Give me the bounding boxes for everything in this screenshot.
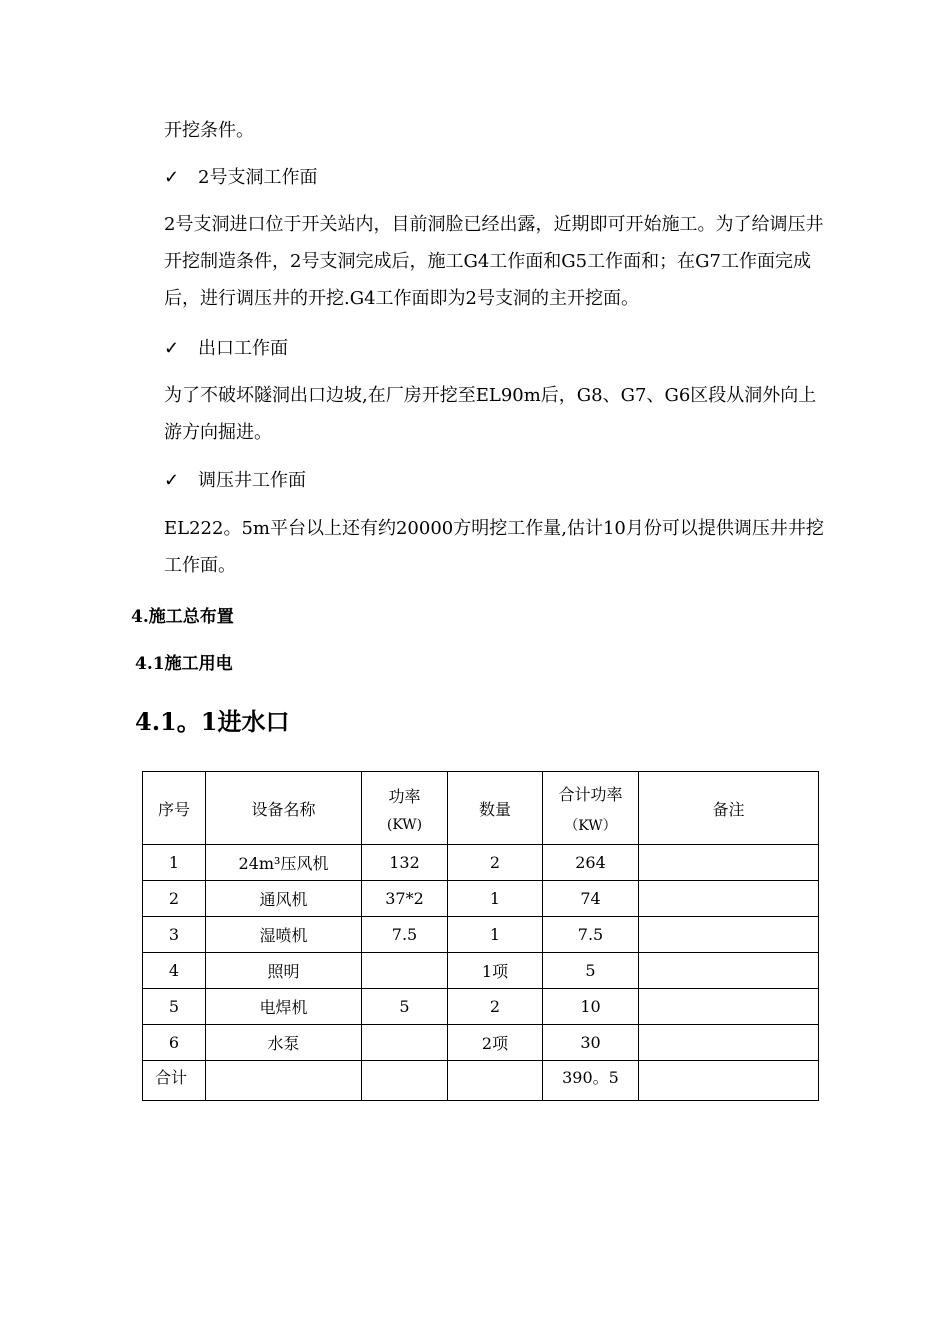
cell-power: 5 [362, 989, 448, 1025]
cell-power: 7.5 [362, 917, 448, 953]
header-total-power-label: 合计功率 [558, 784, 623, 804]
cell-total: 74 [543, 881, 639, 917]
cell-total: 7.5 [543, 917, 639, 953]
heading-construction-layout: 4.施工总布置 [131, 607, 234, 627]
table-row [143, 989, 819, 1025]
cell-total: 264 [543, 845, 639, 881]
heading-construction-power: 4.1施工用电 [135, 654, 233, 674]
cell-total: 5 [543, 953, 639, 989]
cell-qty: 2 [448, 989, 543, 1025]
table-row [143, 1025, 819, 1061]
cell-remark [639, 953, 819, 989]
checkmark-icon: ✓ [164, 338, 180, 359]
cell-seq: 5 [143, 989, 206, 1025]
cell-remark [639, 1025, 819, 1061]
cell-empty [362, 1061, 448, 1101]
header-power-label: 功率 [388, 786, 421, 806]
cell-seq: 4 [143, 953, 206, 989]
bullet-outlet-label: 出口工作面 [198, 338, 288, 359]
paragraph-adit-2: 2号支洞进口位于开关站内，目前洞脸已经出露，近期即可开始施工。为了给调压井开挖制造条件，2号支洞完成后，施工G4工作面和G5工作面和；在G7工作面完成后，进行调压井的开挖.G4工作面即为2号支洞的主开挖面。 [164, 214, 824, 309]
cell-name: 水泵 [206, 1025, 362, 1061]
cell-seq: 1 [143, 845, 206, 881]
checkmark-icon: ✓ [164, 470, 180, 491]
cell-qty: 2 [448, 845, 543, 881]
bullet-outlet [164, 337, 288, 361]
header-total-power [543, 772, 639, 845]
header-equipment-name: 设备名称 [206, 772, 362, 845]
cell-seq: 6 [143, 1025, 206, 1061]
table-row [143, 881, 819, 917]
header-power [362, 772, 448, 845]
cell-qty: 1项 [448, 953, 543, 989]
header-power-unit: (KW) [386, 816, 423, 833]
cell-qty: 1 [448, 881, 543, 917]
header-seq: 序号 [143, 772, 206, 845]
cell-remark [639, 881, 819, 917]
cell-name: 照明 [206, 953, 362, 989]
header-remark: 备注 [639, 772, 819, 845]
cell-power: 37*2 [362, 881, 448, 917]
cell-empty [639, 1061, 819, 1101]
table-row [143, 953, 819, 989]
cell-name: 电焊机 [206, 989, 362, 1025]
cell-power [362, 953, 448, 989]
table-row [143, 917, 819, 953]
heading-water-intake: 4.1。1进水口 [135, 707, 290, 736]
bullet-adit-2-label: 2号支洞工作面 [198, 167, 318, 188]
cell-sum-total: 390。5 [543, 1061, 639, 1101]
cell-seq: 2 [143, 881, 206, 917]
table-row [143, 845, 819, 881]
cell-name: 通风机 [206, 881, 362, 917]
cell-total: 30 [543, 1025, 639, 1061]
checkmark-icon: ✓ [164, 167, 180, 188]
cell-qty: 2项 [448, 1025, 543, 1061]
cell-name: 24m³压风机 [206, 845, 362, 881]
paragraph-outlet: 为了不破坏隧洞出口边坡,在厂房开挖至EL90m后，G8、G7、G6区段从洞外向上游方向掘进。 [164, 385, 817, 443]
table-header-row [143, 772, 819, 845]
cell-name: 湿喷机 [206, 917, 362, 953]
bullet-adit-2 [164, 166, 317, 190]
cell-power: 132 [362, 845, 448, 881]
bullet-surge-shaft-label: 调压井工作面 [198, 470, 306, 491]
cell-sum-label: 合计 [143, 1061, 206, 1101]
cell-empty [448, 1061, 543, 1101]
cell-qty: 1 [448, 917, 543, 953]
cell-seq: 3 [143, 917, 206, 953]
paragraph-excavation-condition: 开挖条件。 [164, 120, 254, 141]
bullet-surge-shaft [164, 469, 306, 493]
table-sum-row [143, 1061, 819, 1101]
cell-power [362, 1025, 448, 1061]
equipment-power-table [142, 771, 819, 1101]
cell-empty [206, 1061, 362, 1101]
cell-remark [639, 917, 819, 953]
cell-remark [639, 989, 819, 1025]
header-total-power-unit: （KW） [564, 817, 617, 834]
cell-remark [639, 845, 819, 881]
cell-total: 10 [543, 989, 639, 1025]
header-quantity: 数量 [448, 772, 543, 845]
paragraph-surge-shaft: EL222。5m平台以上还有约20000方明挖工作量,估计10月份可以提供调压井井挖工作面。 [164, 518, 824, 576]
